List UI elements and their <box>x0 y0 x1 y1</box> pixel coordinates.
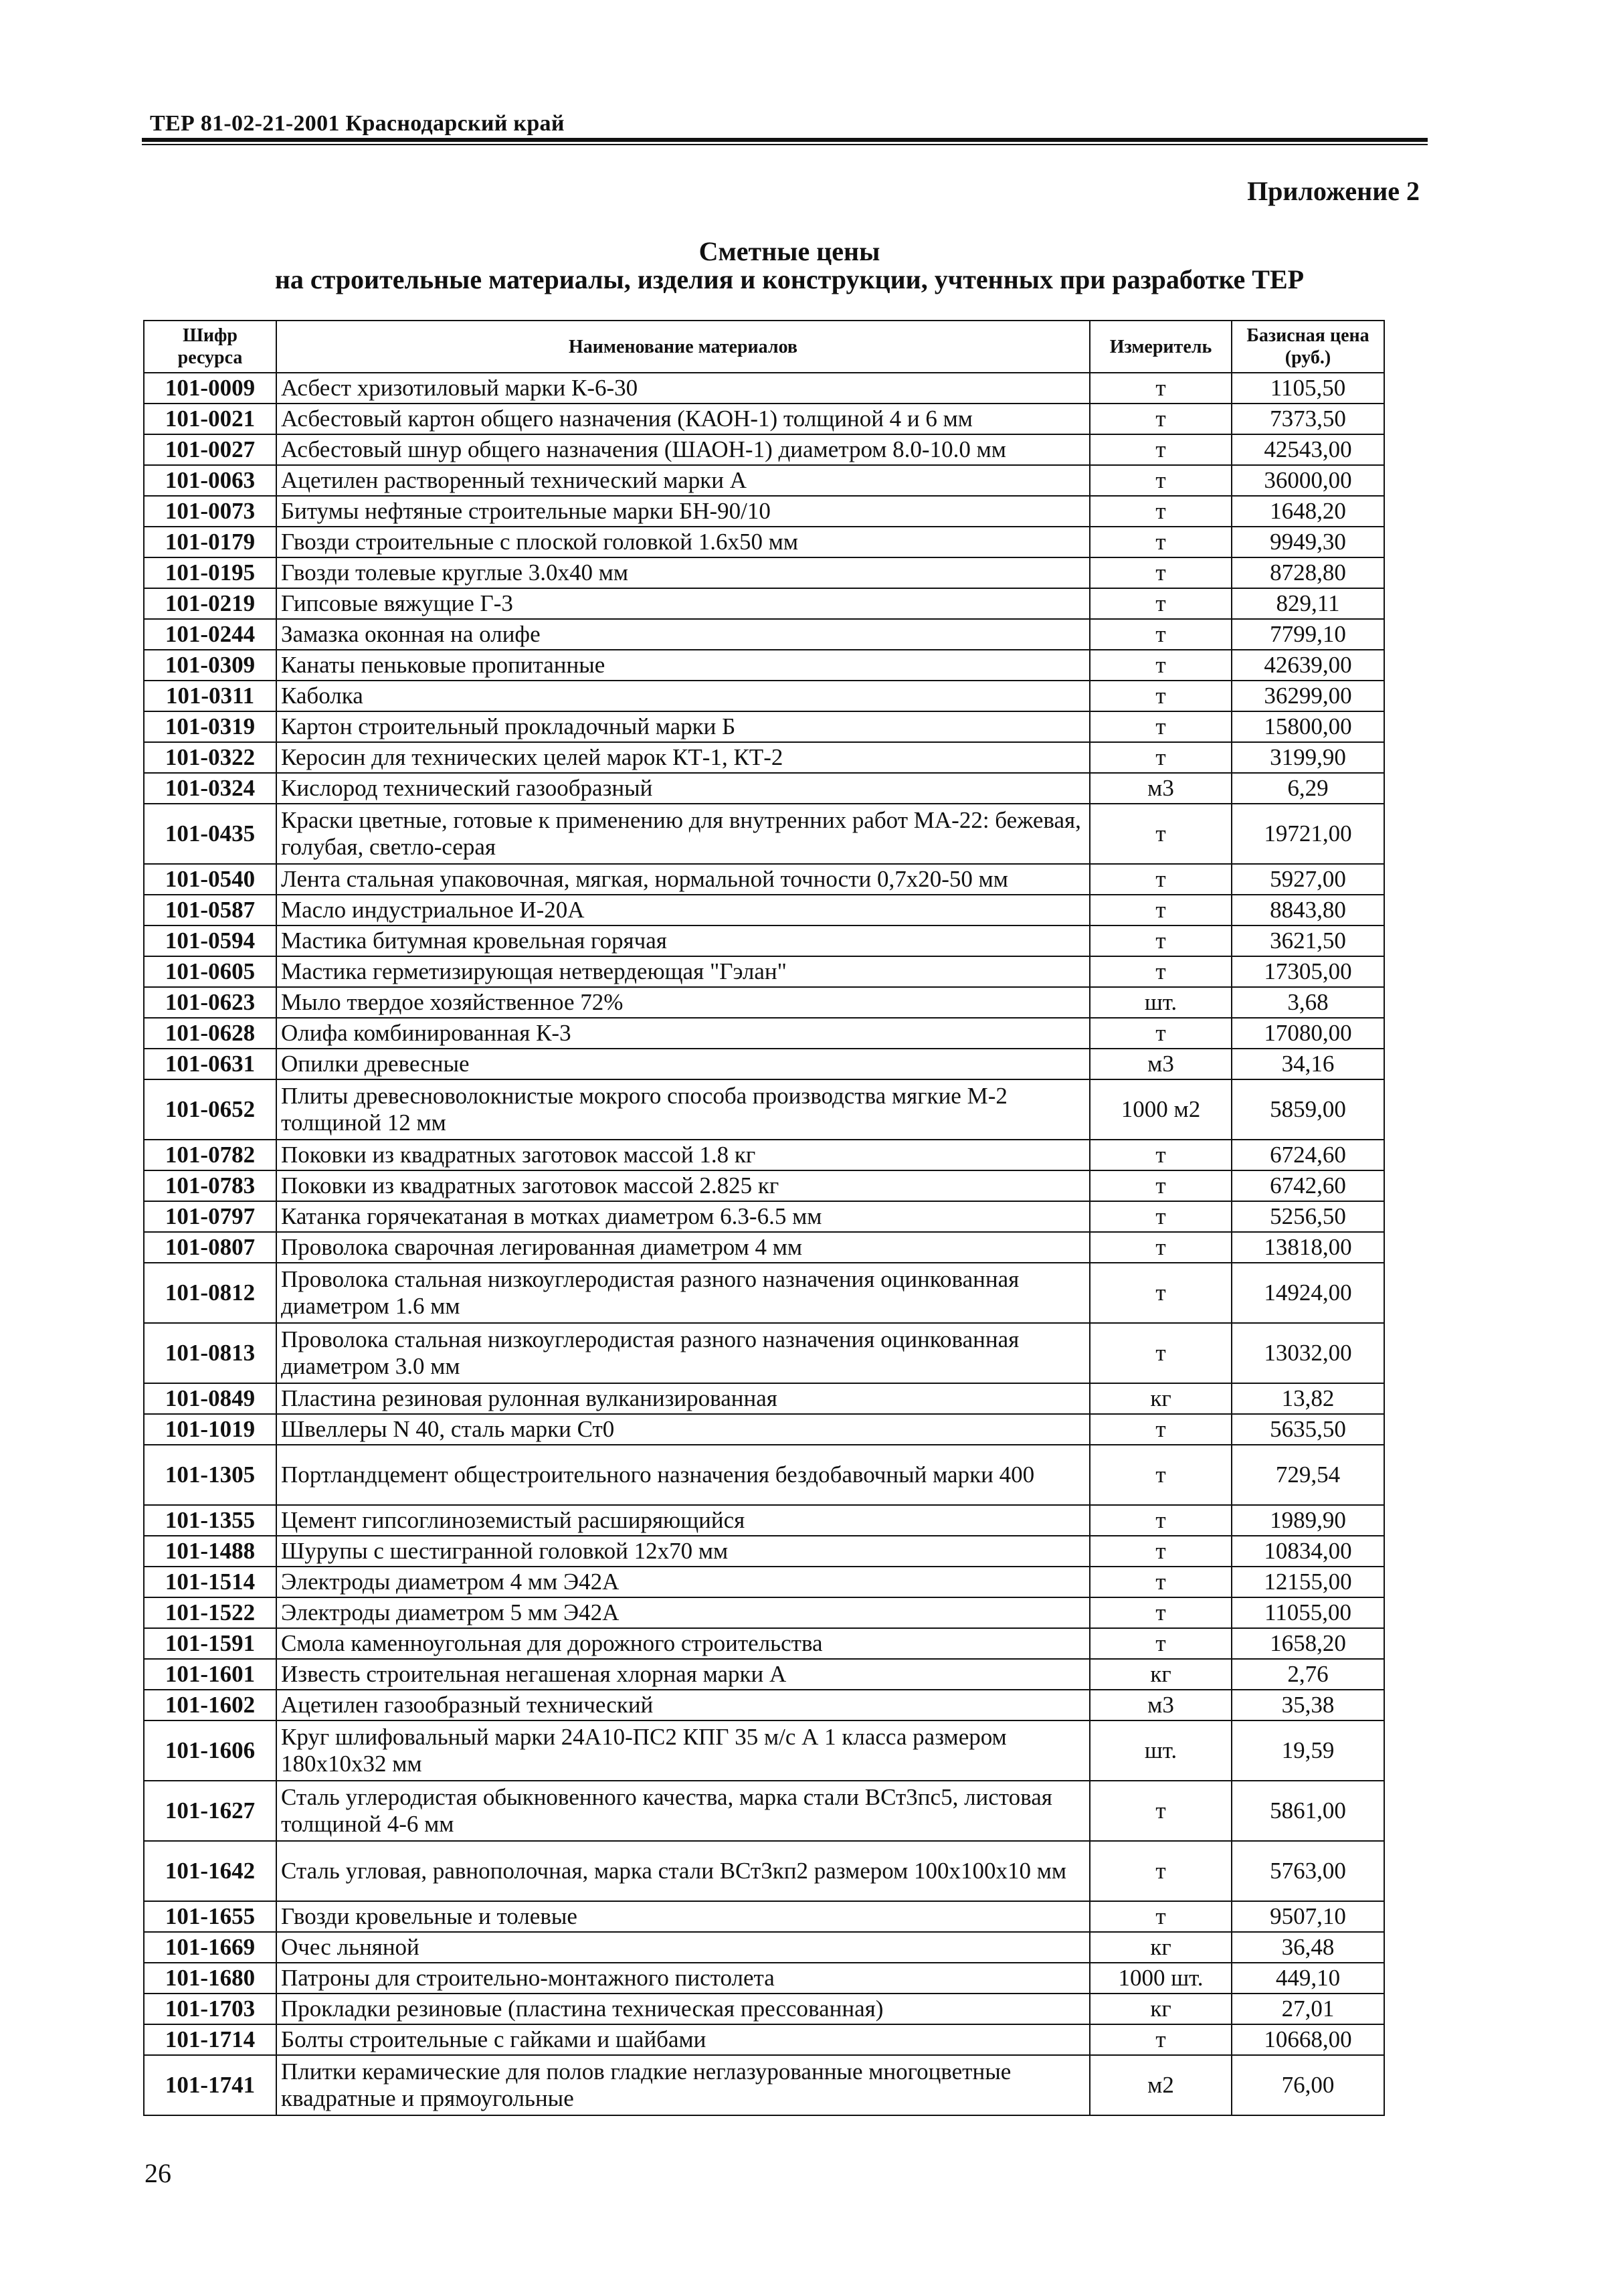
base-price-cell: 6,29 <box>1232 773 1384 804</box>
unit-cell: т <box>1090 1263 1232 1323</box>
base-price-cell: 5861,00 <box>1232 1781 1384 1841</box>
table-row <box>144 1659 1384 1690</box>
unit-cell: т <box>1090 1201 1232 1232</box>
resource-code-cell: 101-0027 <box>144 434 276 465</box>
unit-cell: т <box>1090 1232 1232 1263</box>
table-row <box>144 1567 1384 1597</box>
resource-code-cell: 101-1714 <box>144 2024 276 2055</box>
material-name-cell: Электроды диаметром 5 мм Э42А <box>276 1597 1090 1628</box>
material-name-cell: Катанка горячекатаная в мотках диаметром 6.3-6.5 мм <box>276 1201 1090 1232</box>
resource-code-cell: 101-0587 <box>144 895 276 925</box>
material-name-cell: Кислород технический газообразный <box>276 773 1090 804</box>
unit-cell: т <box>1090 925 1232 956</box>
resource-code-cell: 101-0309 <box>144 650 276 681</box>
base-price-cell: 9949,30 <box>1232 527 1384 557</box>
resource-code-cell: 101-0322 <box>144 742 276 773</box>
base-price-cell: 6742,60 <box>1232 1170 1384 1201</box>
unit-cell: т <box>1090 1597 1232 1628</box>
column-header-price: Базисная цена (руб.) <box>1232 321 1384 373</box>
resource-code-cell: 101-1669 <box>144 1932 276 1963</box>
base-price-cell: 27,01 <box>1232 1994 1384 2024</box>
table-row <box>144 1597 1384 1628</box>
unit-cell: т <box>1090 804 1232 864</box>
resource-code-cell: 101-1642 <box>144 1841 276 1901</box>
base-price-cell: 34,16 <box>1232 1049 1384 1079</box>
unit-cell: т <box>1090 588 1232 619</box>
material-name-cell: Ацетилен газообразный технический <box>276 1690 1090 1720</box>
resource-code-cell: 101-0812 <box>144 1263 276 1323</box>
unit-cell: шт. <box>1090 987 1232 1018</box>
page-number: 26 <box>145 2158 171 2188</box>
appendix-label: Приложение 2 <box>1247 176 1420 206</box>
unit-cell: т <box>1090 1445 1232 1505</box>
table-row <box>144 2055 1384 2115</box>
table-row <box>144 1994 1384 2024</box>
base-price-cell: 8728,80 <box>1232 557 1384 588</box>
resource-code-cell: 101-1627 <box>144 1781 276 1841</box>
table-row <box>144 925 1384 956</box>
resource-code-cell: 101-1514 <box>144 1567 276 1597</box>
material-name-cell: Патроны для строительно-монтажного пистолета <box>276 1963 1090 1994</box>
material-name-cell: Лента стальная упаковочная, мягкая, нормальной точности 0,7х20-50 мм <box>276 864 1090 895</box>
table-row <box>144 804 1384 864</box>
table-row <box>144 619 1384 650</box>
table-row <box>144 711 1384 742</box>
base-price-cell: 1648,20 <box>1232 496 1384 527</box>
table-row <box>144 895 1384 925</box>
base-price-cell: 19721,00 <box>1232 804 1384 864</box>
resource-code-cell: 101-1703 <box>144 1994 276 2024</box>
table-row <box>144 1079 1384 1140</box>
base-price-cell: 5256,50 <box>1232 1201 1384 1232</box>
resource-code-cell: 101-0807 <box>144 1232 276 1263</box>
resource-code-cell: 101-0435 <box>144 804 276 864</box>
material-name-cell: Мыло твердое хозяйственное 72% <box>276 987 1090 1018</box>
material-name-cell: Гипсовые вяжущие Г-3 <box>276 588 1090 619</box>
unit-cell: т <box>1090 864 1232 895</box>
material-name-cell: Ацетилен растворенный технический марки А <box>276 465 1090 496</box>
table-row <box>144 1781 1384 1841</box>
table-row <box>144 557 1384 588</box>
unit-cell: т <box>1090 434 1232 465</box>
resource-code-cell: 101-0783 <box>144 1170 276 1201</box>
material-name-cell: Проволока стальная низкоуглеродистая разного назначения оцинкованная диаметром 1.6 мм <box>276 1263 1090 1323</box>
material-name-cell: Мастика битумная кровельная горячая <box>276 925 1090 956</box>
material-name-cell: Круг шлифовальный марки 24А10-ПС2 КПГ 35 м/с А 1 класса размером 180х10х32 мм <box>276 1720 1090 1781</box>
base-price-cell: 10668,00 <box>1232 2024 1384 2055</box>
table-row <box>144 1263 1384 1323</box>
unit-cell: т <box>1090 2024 1232 2055</box>
material-name-cell: Болты строительные с гайками и шайбами <box>276 2024 1090 2055</box>
material-name-cell: Канаты пеньковые пропитанные <box>276 650 1090 681</box>
resource-code-cell: 101-0594 <box>144 925 276 956</box>
resource-code-cell: 101-0782 <box>144 1140 276 1170</box>
unit-cell: т <box>1090 1567 1232 1597</box>
base-price-cell: 42543,00 <box>1232 434 1384 465</box>
table-row <box>144 1140 1384 1170</box>
table-row <box>144 1536 1384 1567</box>
resource-code-cell: 101-1591 <box>144 1628 276 1659</box>
material-name-cell: Масло индустриальное И-20А <box>276 895 1090 925</box>
resource-code-cell: 101-1680 <box>144 1963 276 1994</box>
resource-code-cell: 101-1655 <box>144 1901 276 1932</box>
base-price-cell: 729,54 <box>1232 1445 1384 1505</box>
material-name-cell: Электроды диаметром 4 мм Э42А <box>276 1567 1090 1597</box>
unit-cell: т <box>1090 711 1232 742</box>
unit-cell: т <box>1090 895 1232 925</box>
unit-cell: т <box>1090 1536 1232 1567</box>
material-name-cell: Олифа комбинированная К-3 <box>276 1018 1090 1049</box>
resource-code-cell: 101-0324 <box>144 773 276 804</box>
table-row <box>144 1232 1384 1263</box>
table-row <box>144 465 1384 496</box>
base-price-cell: 5635,50 <box>1232 1414 1384 1445</box>
table-row <box>144 1628 1384 1659</box>
unit-cell: м3 <box>1090 773 1232 804</box>
material-name-cell: Проволока сварочная легированная диаметром 4 мм <box>276 1232 1090 1263</box>
table-row <box>144 527 1384 557</box>
base-price-cell: 5927,00 <box>1232 864 1384 895</box>
unit-cell: т <box>1090 681 1232 711</box>
material-name-cell: Картон строительный прокладочный марки Б <box>276 711 1090 742</box>
resource-code-cell: 101-1601 <box>144 1659 276 1690</box>
column-header-unit: Измеритель <box>1090 321 1232 373</box>
resource-code-cell: 101-0009 <box>144 373 276 404</box>
page-title: Сметные цены <box>698 236 880 266</box>
base-price-cell: 829,11 <box>1232 588 1384 619</box>
base-price-cell: 13,82 <box>1232 1383 1384 1414</box>
resource-code-cell: 101-0813 <box>144 1323 276 1383</box>
material-name-cell: Асбестовый шнур общего назначения (ШАОН-1) диаметром 8.0-10.0 мм <box>276 434 1090 465</box>
table-row <box>144 434 1384 465</box>
resource-code-cell: 101-0605 <box>144 956 276 987</box>
unit-cell: т <box>1090 557 1232 588</box>
material-name-cell: Поковки из квадратных заготовок массой 2.825 кг <box>276 1170 1090 1201</box>
material-name-cell: Поковки из квадратных заготовок массой 1.8 кг <box>276 1140 1090 1170</box>
material-name-cell: Пластина резиновая рулонная вулканизированная <box>276 1383 1090 1414</box>
resource-code-cell: 101-0623 <box>144 987 276 1018</box>
page-subtitle: на строительные материалы, изделия и конструкции, учтенных при разработке ТЕР <box>274 264 1305 294</box>
material-name-cell: Известь строительная негашеная хлорная марки А <box>276 1659 1090 1690</box>
resource-code-cell: 101-0195 <box>144 557 276 588</box>
table-row <box>144 1690 1384 1720</box>
base-price-cell: 36299,00 <box>1232 681 1384 711</box>
table-row <box>144 373 1384 404</box>
base-price-cell: 15800,00 <box>1232 711 1384 742</box>
table-row <box>144 1414 1384 1445</box>
material-name-cell: Опилки древесные <box>276 1049 1090 1079</box>
resource-code-cell: 101-0073 <box>144 496 276 527</box>
table-row <box>144 1505 1384 1536</box>
base-price-cell: 42639,00 <box>1232 650 1384 681</box>
unit-cell: т <box>1090 1781 1232 1841</box>
base-price-cell: 449,10 <box>1232 1963 1384 1994</box>
unit-cell: 1000 шт. <box>1090 1963 1232 1994</box>
base-price-cell: 2,76 <box>1232 1659 1384 1690</box>
unit-cell: кг <box>1090 1932 1232 1963</box>
table-header-row <box>144 321 1384 373</box>
table-row <box>144 1049 1384 1079</box>
unit-cell: т <box>1090 1505 1232 1536</box>
base-price-cell: 36000,00 <box>1232 465 1384 496</box>
material-name-cell: Краски цветные, готовые к применению для внутренних работ МА-22: бежевая, голубая, светло-серая <box>276 804 1090 864</box>
base-price-cell: 9507,10 <box>1232 1901 1384 1932</box>
base-price-cell: 6724,60 <box>1232 1140 1384 1170</box>
header-divider <box>142 138 1428 142</box>
resource-code-cell: 101-1602 <box>144 1690 276 1720</box>
base-price-cell: 13032,00 <box>1232 1323 1384 1383</box>
resource-code-cell: 101-1488 <box>144 1536 276 1567</box>
unit-cell: т <box>1090 1628 1232 1659</box>
base-price-cell: 19,59 <box>1232 1720 1384 1781</box>
unit-cell: 1000 м2 <box>1090 1079 1232 1140</box>
table-row <box>144 1720 1384 1781</box>
resource-code-cell: 101-0540 <box>144 864 276 895</box>
resource-code-cell: 101-1019 <box>144 1414 276 1445</box>
unit-cell: т <box>1090 650 1232 681</box>
base-price-cell: 13818,00 <box>1232 1232 1384 1263</box>
unit-cell: т <box>1090 1140 1232 1170</box>
table-row <box>144 1383 1384 1414</box>
unit-cell: т <box>1090 1841 1232 1901</box>
column-header-name: Наименование материалов <box>276 321 1090 373</box>
material-name-cell: Гвозди толевые круглые 3.0х40 мм <box>276 557 1090 588</box>
unit-cell: кг <box>1090 1994 1232 2024</box>
material-name-cell: Плитки керамические для полов гладкие неглазурованные многоцветные квадратные и прямоугольные <box>276 2055 1090 2115</box>
unit-cell: т <box>1090 373 1232 404</box>
resource-code-cell: 101-0219 <box>144 588 276 619</box>
unit-cell: т <box>1090 742 1232 773</box>
table-row <box>144 1323 1384 1383</box>
table-row <box>144 1170 1384 1201</box>
material-name-cell: Смола каменноугольная для дорожного строительства <box>276 1628 1090 1659</box>
unit-cell: м3 <box>1090 1690 1232 1720</box>
base-price-cell: 8843,80 <box>1232 895 1384 925</box>
base-price-cell: 5763,00 <box>1232 1841 1384 1901</box>
material-name-cell: Плиты древесноволокнистые мокрого способа производства мягкие М-2 толщиной 12 мм <box>276 1079 1090 1140</box>
resource-code-cell: 101-0244 <box>144 619 276 650</box>
material-name-cell: Шурупы с шестигранной головкой 12х70 мм <box>276 1536 1090 1567</box>
table-row <box>144 742 1384 773</box>
unit-cell: т <box>1090 956 1232 987</box>
material-name-cell: Гвозди кровельные и толевые <box>276 1901 1090 1932</box>
resource-code-cell: 101-0631 <box>144 1049 276 1079</box>
base-price-cell: 10834,00 <box>1232 1536 1384 1567</box>
table-row <box>144 1963 1384 1994</box>
unit-cell: кг <box>1090 1659 1232 1690</box>
unit-cell: т <box>1090 1901 1232 1932</box>
table-row <box>144 496 1384 527</box>
unit-cell: т <box>1090 404 1232 434</box>
table-row <box>144 650 1384 681</box>
table-row <box>144 681 1384 711</box>
table-row <box>144 1901 1384 1932</box>
material-name-cell: Сталь углеродистая обыкновенного качества, марка стали ВСт3пс5, листовая толщиной 4-6 мм <box>276 1781 1090 1841</box>
resource-code-cell: 101-0849 <box>144 1383 276 1414</box>
header-divider-thin <box>142 144 1428 145</box>
material-name-cell: Очес льняной <box>276 1932 1090 1963</box>
table-row <box>144 1018 1384 1049</box>
table-row <box>144 1841 1384 1901</box>
table-row <box>144 987 1384 1018</box>
base-price-cell: 11055,00 <box>1232 1597 1384 1628</box>
resource-code-cell: 101-0652 <box>144 1079 276 1140</box>
base-price-cell: 3199,90 <box>1232 742 1384 773</box>
material-name-cell: Сталь угловая, равнополочная, марка стали ВСт3кп2 размером 100х100х10 мм <box>276 1841 1090 1901</box>
material-name-cell: Каболка <box>276 681 1090 711</box>
resource-code-cell: 101-0021 <box>144 404 276 434</box>
base-price-cell: 35,38 <box>1232 1690 1384 1720</box>
base-price-cell: 1658,20 <box>1232 1628 1384 1659</box>
resource-code-cell: 101-1606 <box>144 1720 276 1781</box>
material-name-cell: Проволока стальная низкоуглеродистая разного назначения оцинкованная диаметром 3.0 мм <box>276 1323 1090 1383</box>
base-price-cell: 12155,00 <box>1232 1567 1384 1597</box>
material-name-cell: Асбест хризотиловый марки К-6-30 <box>276 373 1090 404</box>
unit-cell: т <box>1090 1018 1232 1049</box>
base-price-cell: 36,48 <box>1232 1932 1384 1963</box>
table-row <box>144 588 1384 619</box>
unit-cell: м3 <box>1090 1049 1232 1079</box>
resource-code-cell: 101-1522 <box>144 1597 276 1628</box>
table-row <box>144 1201 1384 1232</box>
unit-cell: шт. <box>1090 1720 1232 1781</box>
resource-code-cell: 101-0628 <box>144 1018 276 1049</box>
table-row <box>144 404 1384 434</box>
base-price-cell: 1105,50 <box>1232 373 1384 404</box>
table-row <box>144 956 1384 987</box>
material-name-cell: Швеллеры N 40, сталь марки Ст0 <box>276 1414 1090 1445</box>
material-name-cell: Асбестовый картон общего назначения (КАОН-1) толщиной 4 и 6 мм <box>276 404 1090 434</box>
material-name-cell: Портландцемент общестроительного назначения бездобавочный марки 400 <box>276 1445 1090 1505</box>
unit-cell: т <box>1090 465 1232 496</box>
material-name-cell: Прокладки резиновые (пластина техническая прессованная) <box>276 1994 1090 2024</box>
material-name-cell: Битумы нефтяные строительные марки БН-90/10 <box>276 496 1090 527</box>
material-name-cell: Замазка оконная на олифе <box>276 619 1090 650</box>
base-price-cell: 17305,00 <box>1232 956 1384 987</box>
table-row <box>144 1932 1384 1963</box>
document-header: ТЕР 81-02-21-2001 Краснодарский край <box>150 111 565 136</box>
resource-code-cell: 101-1741 <box>144 2055 276 2115</box>
resource-code-cell: 101-1355 <box>144 1505 276 1536</box>
resource-code-cell: 101-0797 <box>144 1201 276 1232</box>
resource-code-cell: 101-0311 <box>144 681 276 711</box>
unit-cell: т <box>1090 1323 1232 1383</box>
unit-cell: м2 <box>1090 2055 1232 2115</box>
resource-code-cell: 101-1305 <box>144 1445 276 1505</box>
unit-cell: кг <box>1090 1383 1232 1414</box>
material-name-cell: Цемент гипсоглиноземистый расширяющийся <box>276 1505 1090 1536</box>
material-name-cell: Гвозди строительные с плоской головкой 1.6х50 мм <box>276 527 1090 557</box>
base-price-cell: 3621,50 <box>1232 925 1384 956</box>
base-price-cell: 3,68 <box>1232 987 1384 1018</box>
base-price-cell: 17080,00 <box>1232 1018 1384 1049</box>
base-price-cell: 7373,50 <box>1232 404 1384 434</box>
unit-cell: т <box>1090 1170 1232 1201</box>
material-name-cell: Керосин для технических целей марок КТ-1, КТ-2 <box>276 742 1090 773</box>
resource-code-cell: 101-0063 <box>144 465 276 496</box>
table-row <box>144 773 1384 804</box>
unit-cell: т <box>1090 1414 1232 1445</box>
base-price-cell: 1989,90 <box>1232 1505 1384 1536</box>
material-name-cell: Мастика герметизирующая нетвердеющая "Гэлан" <box>276 956 1090 987</box>
base-price-cell: 76,00 <box>1232 2055 1384 2115</box>
unit-cell: т <box>1090 527 1232 557</box>
base-price-cell: 5859,00 <box>1232 1079 1384 1140</box>
unit-cell: т <box>1090 496 1232 527</box>
unit-cell: т <box>1090 619 1232 650</box>
resource-code-cell: 101-0179 <box>144 527 276 557</box>
table-row <box>144 864 1384 895</box>
base-price-cell: 14924,00 <box>1232 1263 1384 1323</box>
table-body <box>144 373 1384 2115</box>
base-price-cell: 7799,10 <box>1232 619 1384 650</box>
column-header-code: Шифр ресурса <box>144 321 276 373</box>
table-row <box>144 2024 1384 2055</box>
prices-table <box>143 320 1385 2116</box>
table-row <box>144 1445 1384 1505</box>
resource-code-cell: 101-0319 <box>144 711 276 742</box>
